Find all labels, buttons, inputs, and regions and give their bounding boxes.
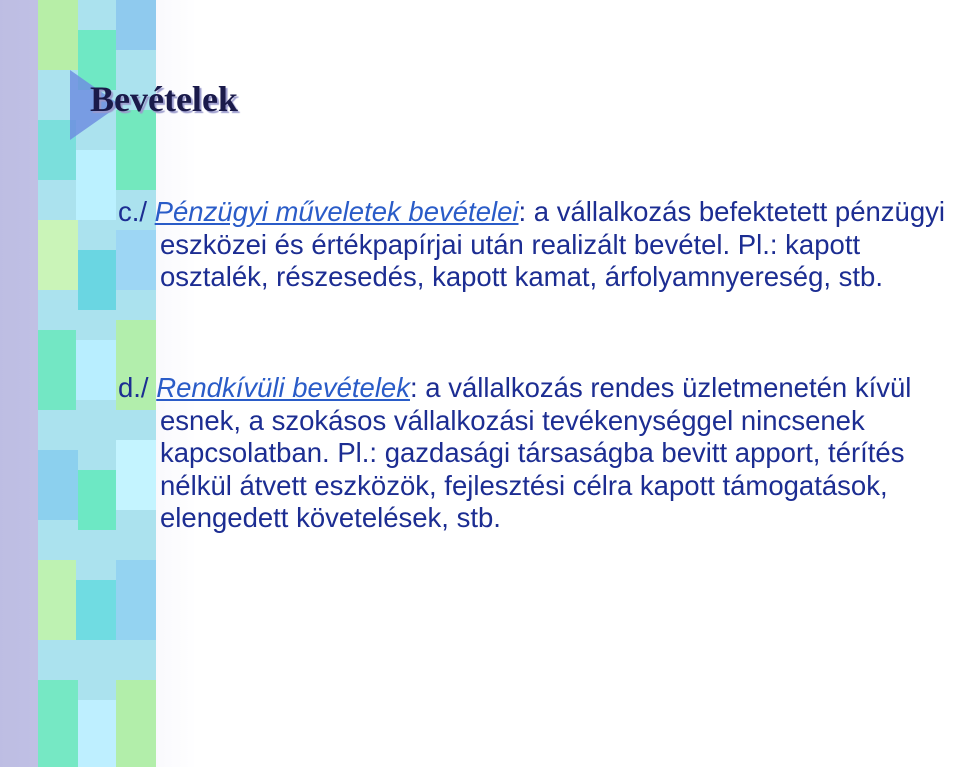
paragraph-prefix: d./ — [118, 372, 157, 403]
slide-title: Bevételek — [90, 79, 238, 119]
paragraph-text: : a vállalkozás befektetett pénzügyi eszközei és értékpapírjai után realizált bevétel. Pl.: kapott osztalék, részesedés, kapott kamat, árfolyamnyereség, stb. — [160, 196, 946, 292]
paragraph-extraordinary-income — [118, 372, 950, 535]
paragraph-financial-income — [118, 196, 950, 294]
term-extraordinary-income: Rendkívüli bevételek — [156, 372, 410, 403]
paragraph-text: : a vállalkozás rendes üzletmenetén kívül esnek, a szokásos vállalkozási tevékenységgel nincsenek kapcsolatban. Pl.: gazdasági társaságba bevitt apport, térítés nélkül átvett eszközök, fejlesztési célra kapott támogatások, elengedett követelések, stb. — [160, 372, 912, 533]
paragraph-prefix: c./ — [118, 196, 155, 227]
term-financial-income: Pénzügyi műveletek bevételei — [154, 196, 519, 227]
